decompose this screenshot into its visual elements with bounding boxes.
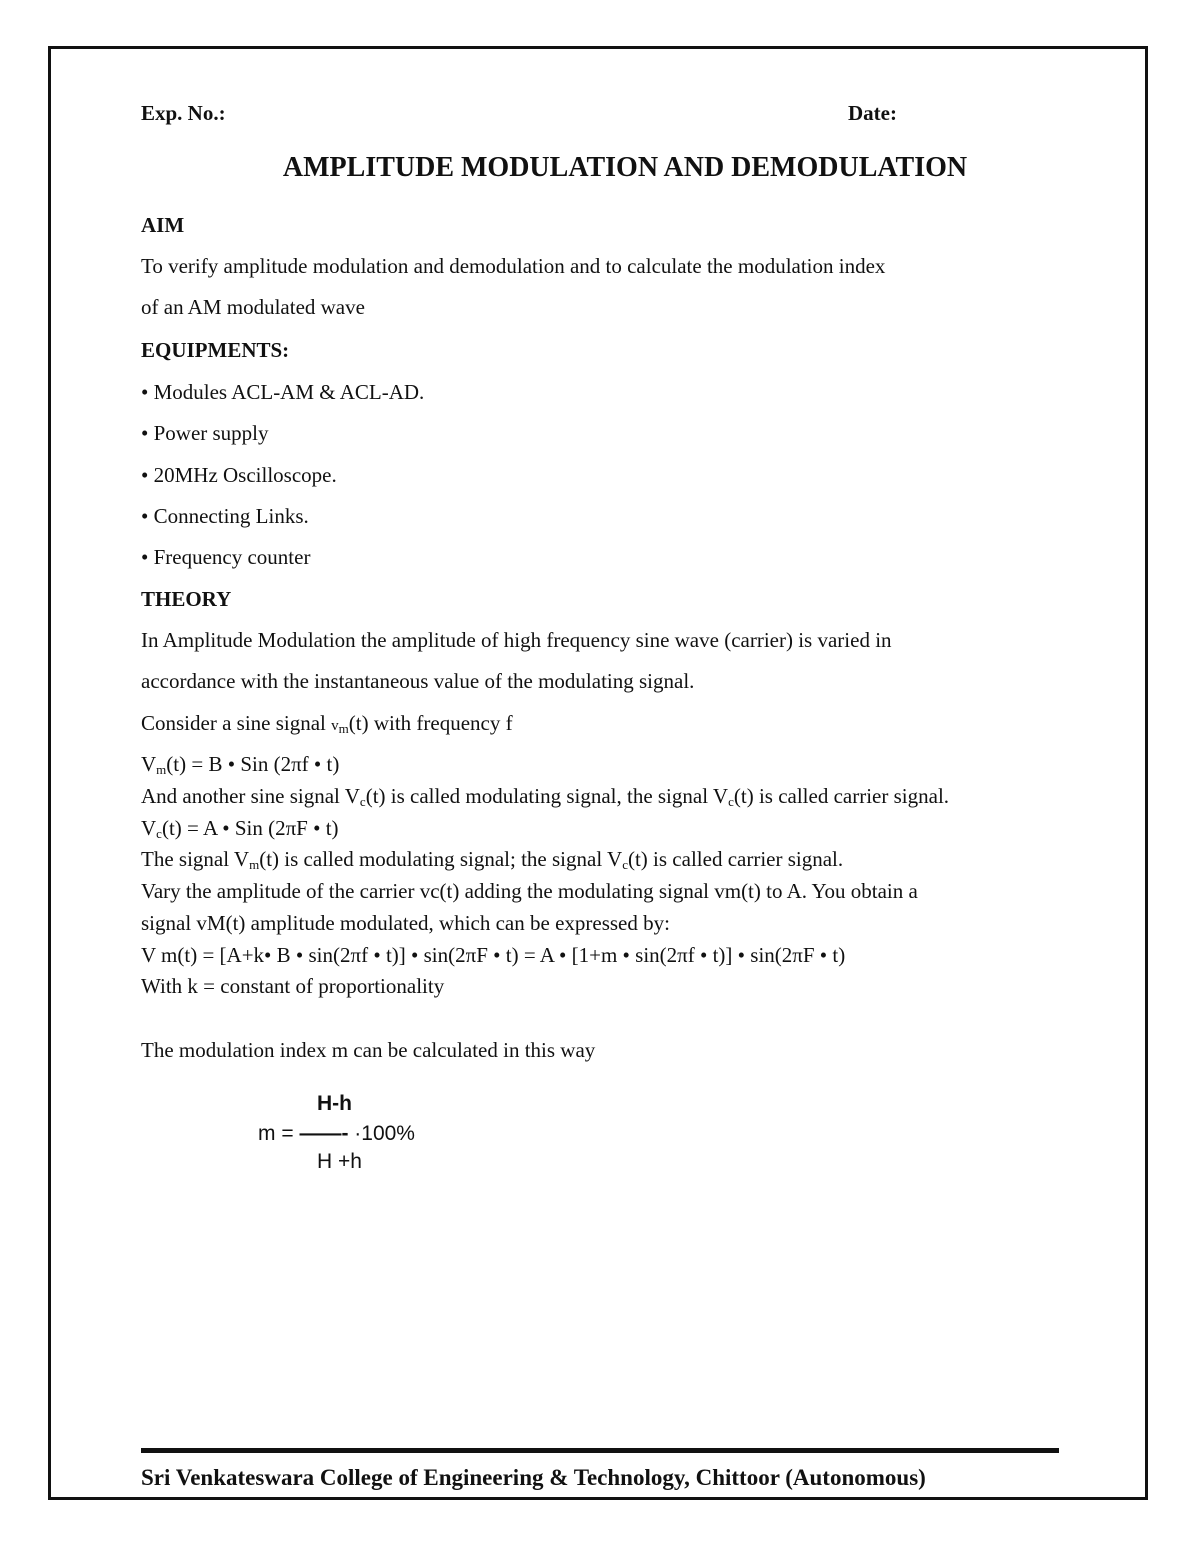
- footer-rule: [141, 1448, 1059, 1453]
- and-mid: (t) is called modulating signal, the signal V: [365, 784, 729, 808]
- and-pre: And another sine signal V: [141, 784, 360, 808]
- equipment-item: • Modules ACL-AM & ACL-AD.: [141, 380, 425, 404]
- and-sub-1: c: [359, 794, 366, 809]
- sig-sub-1: m: [249, 857, 260, 872]
- eq1-post: (t) = B • Sin (2πf • t): [166, 752, 340, 776]
- vary-line-1: Vary the amplitude of the carrier vc(t) adding the modulating signal vm(t) to A. You obtain a: [141, 879, 918, 903]
- equation-vm: [141, 752, 339, 779]
- eq2-v: V: [141, 816, 157, 840]
- theory-para-line-1: In Amplitude Modulation the amplitude of high frequency sine wave (carrier) is varied in: [141, 628, 892, 652]
- sig-mid: (t) is called modulating signal; the signal V: [259, 847, 623, 871]
- equation-am: V m(t) = [A+k• B • sin(2πf • t)] • sin(2πF • t) = A • [1+m • sin(2πf • t)] • sin(2πF • t): [141, 943, 846, 967]
- eq2-sub: c: [156, 826, 162, 841]
- with-k-line: With k = constant of proportionality: [141, 974, 445, 998]
- formula-denominator: H +h: [317, 1150, 362, 1173]
- footer-college-name: Sri Venkateswara College of Engineering & Technology, Chittoor (Autonomous): [141, 1465, 926, 1490]
- consider-text: Consider a sine signal: [141, 711, 332, 735]
- equipment-item: • Frequency counter: [141, 545, 311, 569]
- formula-main: [258, 1122, 415, 1146]
- eq1-v: V: [141, 752, 157, 776]
- another-signal-line: [141, 784, 949, 811]
- sig-pre: The signal V: [141, 847, 250, 871]
- formula-numerator: H-h: [317, 1092, 352, 1115]
- page-title: AMPLITUDE MODULATION AND DEMODULATION: [282, 152, 968, 183]
- date-label: Date:: [848, 101, 897, 125]
- formula-lhs: m =: [258, 1122, 300, 1145]
- consider-sub: m: [338, 721, 349, 736]
- aim-line-2: of an AM modulated wave: [141, 295, 365, 319]
- sig-sub-2: c: [622, 857, 628, 872]
- formula-rhs: ·100%: [348, 1122, 415, 1145]
- theory-para-line-2: accordance with the instantaneous value of the modulating signal.: [141, 669, 695, 693]
- equipments-heading: EQUIPMENTS:: [141, 338, 290, 362]
- and-sub-2: c: [728, 794, 734, 809]
- equipment-item: • Connecting Links.: [141, 504, 309, 528]
- consider-line: [141, 711, 513, 738]
- formula-bar: ——-: [299, 1122, 349, 1145]
- equipment-item: • Power supply: [141, 421, 269, 445]
- eq2-post: (t) = A • Sin (2πF • t): [161, 816, 339, 840]
- modulation-index-line: The modulation index m can be calculated in this way: [141, 1038, 596, 1062]
- sig-post: (t) is called carrier signal.: [627, 847, 844, 871]
- equation-vc: [141, 816, 339, 843]
- consider-post: (t) with frequency f: [348, 711, 513, 735]
- consider-v: v: [331, 718, 339, 734]
- equipment-item: • 20MHz Oscilloscope.: [141, 463, 337, 487]
- theory-heading: THEORY: [141, 587, 232, 611]
- and-post: (t) is called carrier signal.: [733, 784, 950, 808]
- exp-no-label: Exp. No.:: [141, 101, 226, 125]
- eq1-sub: m: [156, 762, 167, 777]
- aim-heading: AIM: [141, 213, 185, 237]
- signal-line: [141, 847, 843, 874]
- vary-line-2: signal vM(t) amplitude modulated, which can be expressed by:: [141, 911, 670, 935]
- aim-line-1: To verify amplitude modulation and demodulation and to calculate the modulation index: [141, 254, 886, 278]
